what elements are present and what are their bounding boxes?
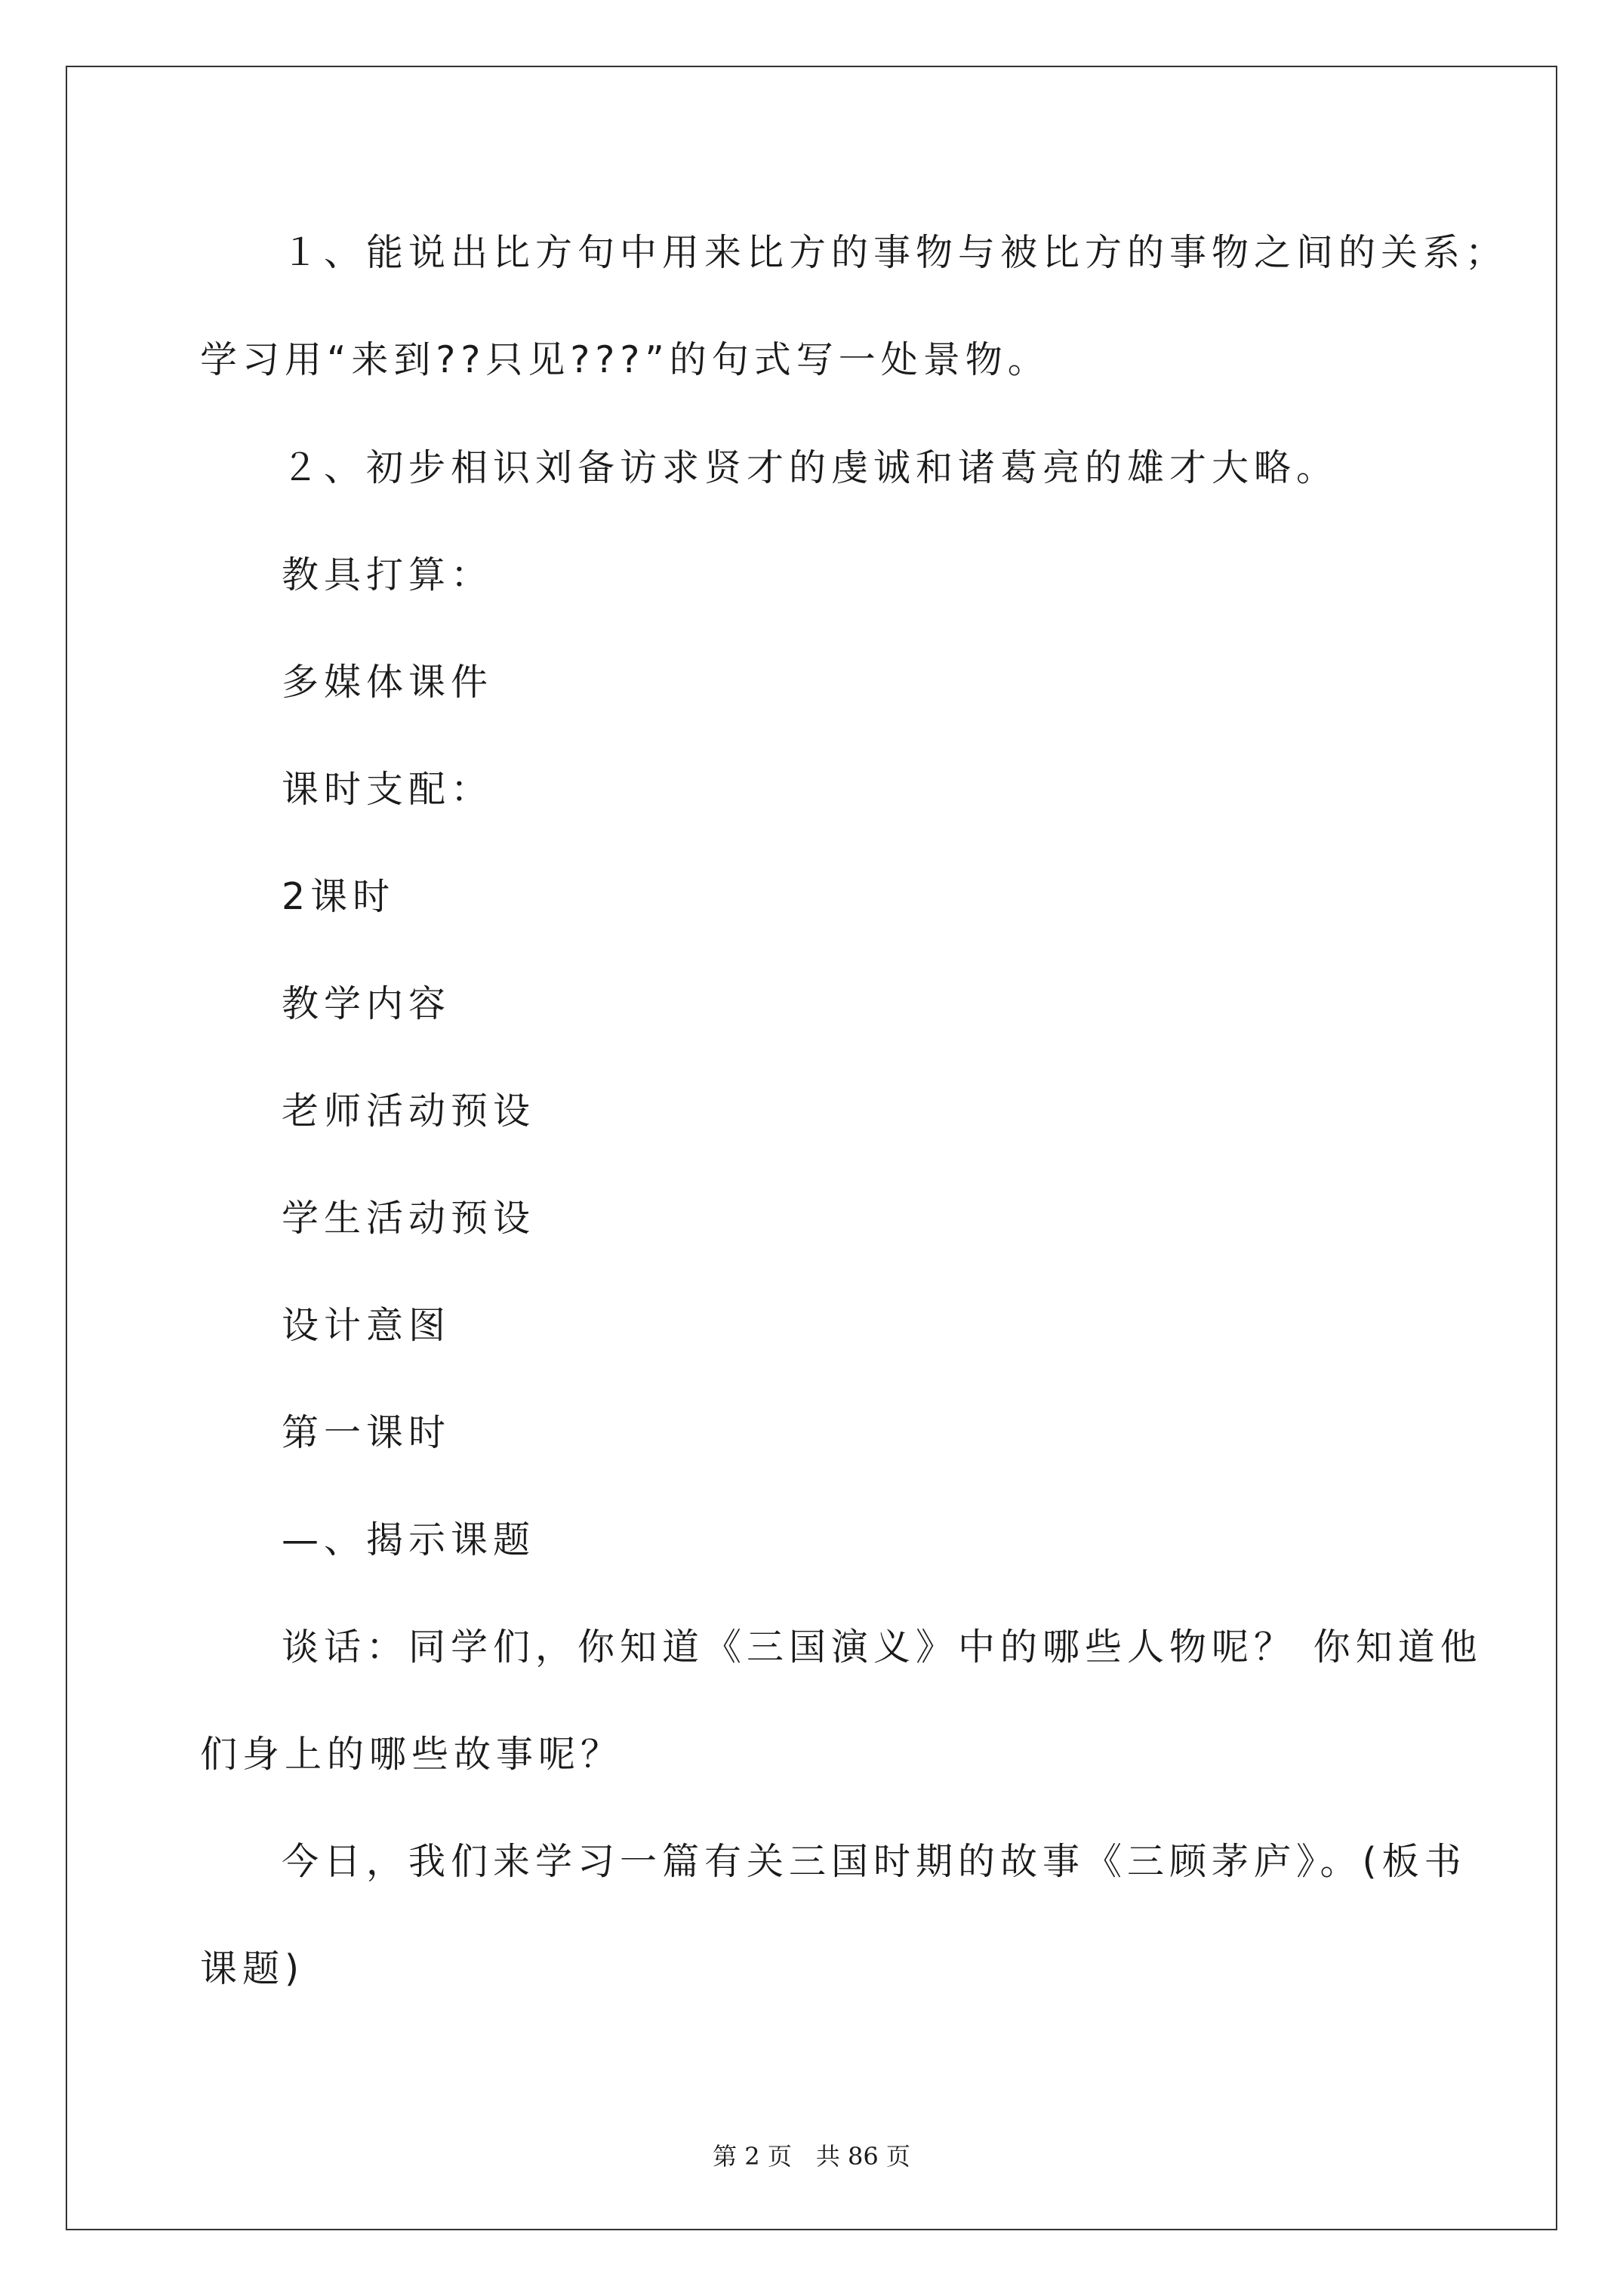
talk-line-1: 谈话：同学们，你知道《三国演义》中的哪些人物呢？ 你知道他 xyxy=(282,1626,1483,1669)
talk-line-2: 们身上的哪些故事呢？ xyxy=(200,1733,624,1776)
today-line-1: 今日，我们来学习一篇有关三国时期的故事《三顾茅庐》。(板书 xyxy=(282,1840,1467,1883)
first-lesson: 第一课时 xyxy=(282,1411,451,1454)
objective-2: ２、初步相识刘备访求贤才的虔诚和诸葛亮的雄才大略。 xyxy=(282,446,1339,489)
section-1-heading: —、揭示课题 xyxy=(282,1518,536,1561)
page-border xyxy=(66,66,1557,2230)
student-activity: 学生活动预设 xyxy=(282,1197,536,1240)
teaching-tools-heading: 教具打算： xyxy=(282,553,494,596)
teaching-content: 教学内容 xyxy=(282,982,451,1025)
schedule-heading: 课时支配： xyxy=(282,768,494,811)
objective-1-line-1: １、能说出比方句中用来比方的事物与被比方的事物之间的关系； xyxy=(282,231,1508,274)
teaching-tools-value: 多媒体课件 xyxy=(282,661,494,704)
schedule-value: 2课时 xyxy=(282,875,396,918)
objective-1-line-2: 学习用“来到??只见???”的句式写一处景物。 xyxy=(200,338,1050,381)
design-intent: 设计意图 xyxy=(282,1304,451,1347)
today-line-2: 课题) xyxy=(200,1947,305,1990)
teacher-activity: 老师活动预设 xyxy=(282,1089,536,1133)
page-footer: 第 2 页 共 86 页 xyxy=(713,2142,910,2171)
